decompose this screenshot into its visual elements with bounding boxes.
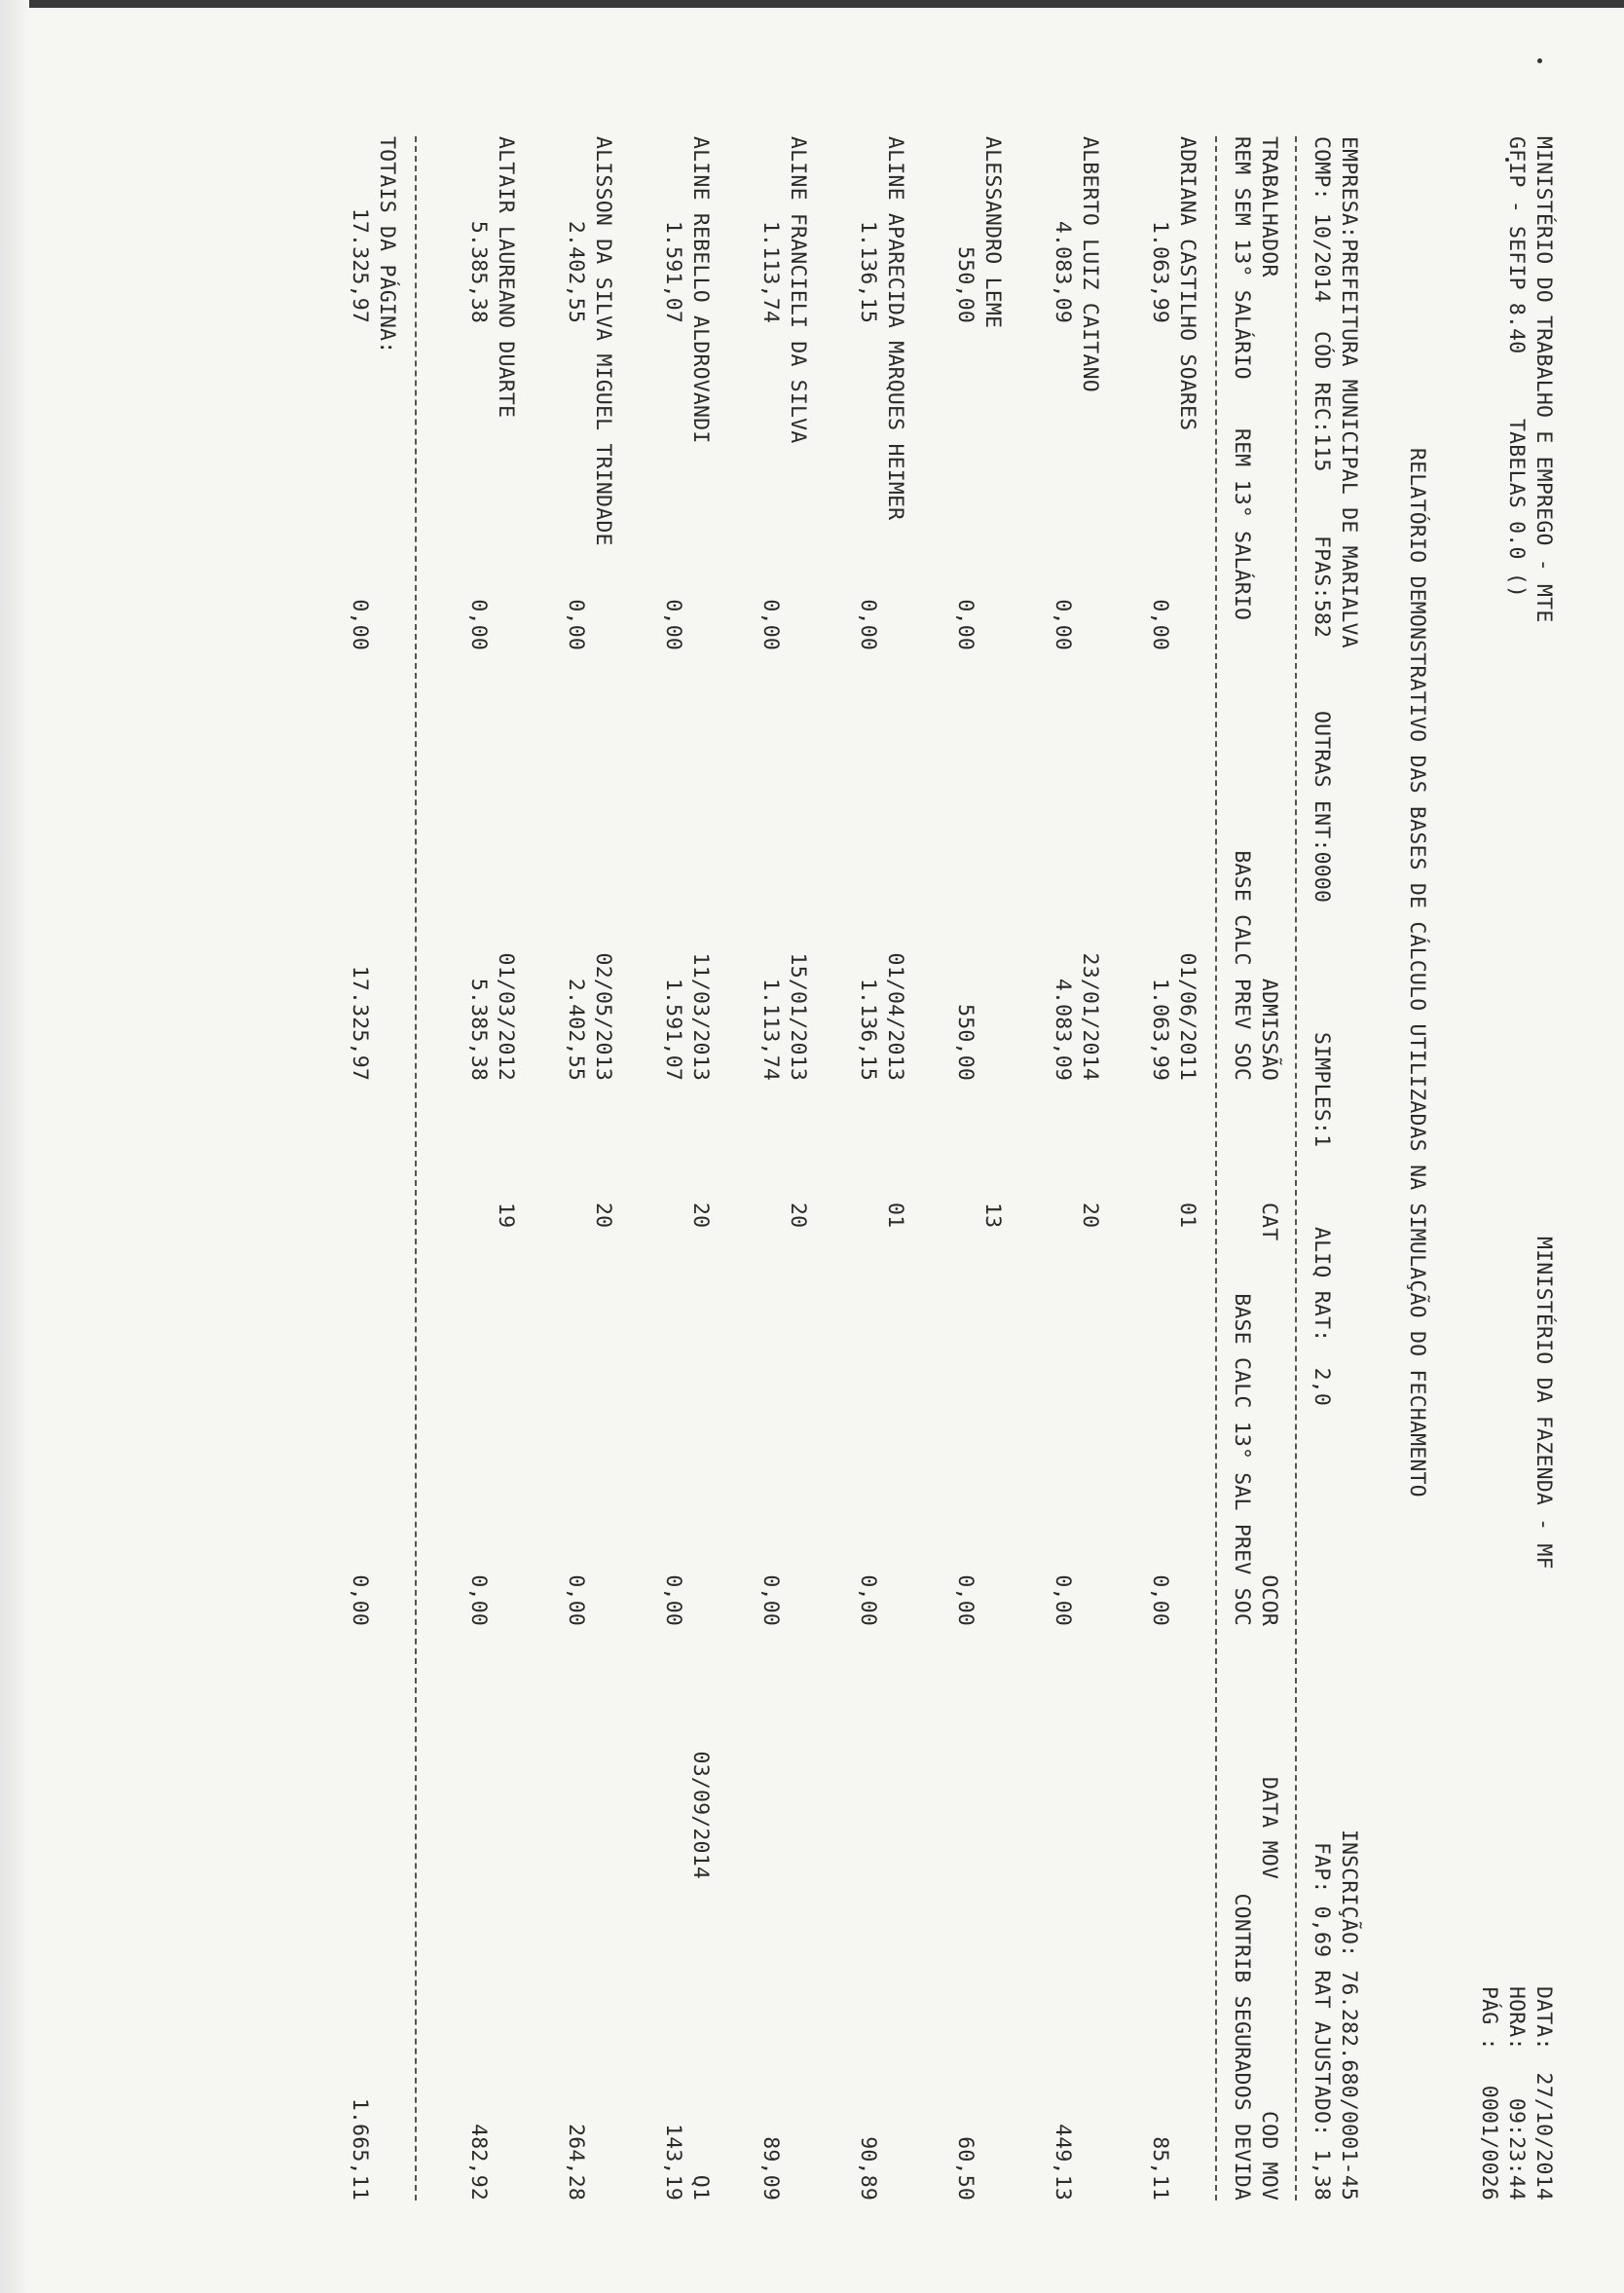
header-line-3: [1474, 136, 1503, 2201]
worker-row: [880, 136, 909, 2201]
worker-row: [588, 136, 617, 2201]
worker-base-13: 0,00: [1148, 1574, 1172, 1626]
simples: SIMPLES:1: [1310, 1032, 1334, 1148]
worker-rem-sem-13: 1.113,74: [758, 220, 783, 323]
worker-cat: 19: [494, 1202, 518, 1229]
worker-base-13: 0,00: [661, 1574, 685, 1626]
worker-rem-13: 0,00: [856, 599, 880, 650]
worker-cat: 20: [688, 1202, 713, 1229]
worker-cat: 13: [980, 1202, 1005, 1229]
worker-rem-sem-13: 1.591,07: [661, 220, 685, 323]
totals-values-line: [345, 136, 374, 2201]
worker-values-row: [853, 136, 882, 2201]
worker-cod-mov: Q1: [688, 2174, 713, 2201]
report-title-line: [1402, 136, 1431, 2201]
worker-base-13: 0,00: [758, 1574, 783, 1626]
totals-label: TOTAIS DA PÁGINA:: [375, 136, 399, 354]
worker-values-row: [463, 136, 493, 2201]
worker-row: [491, 136, 520, 2201]
separator-rule: [1215, 136, 1217, 2201]
worker-admissao: 01/04/2013: [883, 952, 907, 1081]
fpas: FPAS:582: [1310, 536, 1334, 639]
total-base-13: 0,00: [348, 1574, 372, 1626]
col-cod-mov: COD MOV: [1257, 2110, 1281, 2201]
worker-cat: 01: [1175, 1202, 1200, 1229]
worker-base-13: 0,00: [856, 1574, 880, 1626]
worker-values-row: [561, 136, 590, 2201]
worker-admissao: 01/06/2011: [1175, 952, 1200, 1081]
worker-base-prev: 1.591,07: [661, 978, 685, 1081]
worker-cat: 20: [786, 1202, 810, 1229]
separator-rule: [1295, 136, 1297, 2201]
worker-name: ALTAIR LAUREANO DUARTE: [494, 136, 518, 419]
column-header-row-1: [1254, 136, 1283, 2201]
worker-contrib: 89,09: [758, 2136, 783, 2201]
worker-values-row: [1145, 136, 1174, 2201]
worker-cat: 20: [1078, 1202, 1102, 1229]
ministry-mf: MINISTÉRIO DA FAZENDA - MF: [1532, 1237, 1556, 1570]
date-label: DATA:: [1532, 1986, 1556, 2051]
rotated-report: [331, 136, 1558, 2201]
empresa-name: EMPRESA:PREFEITURA MUNICIPAL DE MARIALVA: [1337, 136, 1361, 648]
col-contrib: CONTRIB SEGURADOS DEVIDA: [1230, 1893, 1254, 2201]
worker-rem-13: 0,00: [953, 599, 978, 650]
total-rem-sem-13: 17.325,97: [348, 207, 372, 323]
aliq-rat: ALIQ RAT: 2,0: [1310, 1227, 1334, 1407]
worker-name: ALESSANDRO LEME: [980, 136, 1005, 329]
worker-values-row: [756, 136, 785, 2201]
totals-label-line: [372, 136, 401, 2201]
scan-left-shadow: [0, 0, 29, 2293]
worker-values-row: [1048, 136, 1077, 2201]
worker-name: ADRIANA CASTILHO SOARES: [1175, 136, 1200, 431]
worker-rem-13: 0,00: [758, 599, 783, 650]
worker-values-row: [658, 136, 687, 2201]
competencia: COMP: 10/2014: [1310, 136, 1334, 303]
cod-rec: CÓD REC:115: [1310, 331, 1334, 472]
empresa-line: [1334, 136, 1363, 2201]
worker-rem-sem-13: 4.083,09: [1051, 220, 1075, 323]
tabelas-version: TABELAS 0.0 (): [1504, 419, 1529, 599]
worker-base-13: 0,00: [1051, 1574, 1075, 1626]
worker-admissao: 23/01/2014: [1078, 952, 1102, 1081]
header-line-2: [1501, 136, 1531, 2201]
inscricao: INSCRIÇÃO: 76.282.680/0001-45: [1337, 1829, 1361, 2201]
worker-name: ALISSON DA SILVA MIGUEL TRINDADE: [591, 136, 615, 546]
worker-row: [1075, 136, 1104, 2201]
comp-line: [1307, 136, 1336, 2201]
worker-base-13: 0,00: [953, 1574, 978, 1626]
worker-rem-sem-13: 1.063,99: [1148, 220, 1172, 323]
worker-admissao: 02/05/2013: [591, 952, 615, 1081]
worker-rem-13: 0,00: [1148, 599, 1172, 650]
worker-row: [685, 136, 715, 2201]
worker-base-prev: 2.402,55: [564, 978, 588, 1081]
worker-base-prev: 1.063,99: [1148, 978, 1172, 1081]
fap-rat-ajustado: FAP: 0,69 RAT AJUSTADO: 1,38: [1310, 1841, 1334, 2201]
total-rem-13: 0,00: [348, 599, 372, 650]
worker-rem-13: 0,00: [564, 599, 588, 650]
worker-name: ALBERTO LUIZ CAITANO: [1078, 136, 1102, 392]
report-time: 09:23:44: [1504, 2097, 1529, 2201]
worker-data-mov: 03/09/2014: [688, 1751, 713, 1879]
worker-base-13: 0,00: [564, 1574, 588, 1626]
worker-row: [1172, 136, 1201, 2201]
worker-base-prev: 550,00: [953, 1004, 978, 1081]
worker-row: [978, 136, 1007, 2201]
col-rem-sem-13: REM SEM 13° SALÁRIO: [1230, 136, 1254, 380]
col-base-calc-13: BASE CALC 13° SAL PREV SOC: [1230, 1293, 1254, 1626]
worker-contrib: 143,19: [661, 2124, 685, 2201]
ministry-mte: MINISTÉRIO DO TRABALHO E EMPREGO - MTE: [1532, 136, 1556, 623]
worker-admissao: 15/01/2013: [786, 952, 810, 1081]
col-admissao: ADMISSÃO: [1257, 978, 1281, 1081]
outras-ent: OUTRAS ENT:0000: [1310, 711, 1334, 904]
worker-contrib: 90,89: [856, 2136, 880, 2201]
separator-rule: [415, 136, 417, 2201]
col-data-mov: DATA MOV: [1257, 1776, 1281, 1879]
col-base-calc-prev: BASE CALC PREV SOC: [1230, 850, 1254, 1081]
worker-contrib: 449,13: [1051, 2124, 1075, 2201]
worker-admissao: 11/03/2013: [688, 952, 713, 1081]
worker-rem-13: 0,00: [1051, 599, 1075, 650]
worker-base-13: 0,00: [466, 1574, 491, 1626]
col-rem-13: REM 13° SALÁRIO: [1230, 428, 1254, 621]
worker-name: ALINE FRANCIELI DA SILVA: [786, 136, 810, 444]
sefip-version: GFIP - SEFIP 8.40: [1504, 136, 1529, 354]
worker-cat: 01: [883, 1202, 907, 1229]
worker-rem-13: 0,00: [466, 599, 491, 650]
worker-contrib: 482,92: [466, 2124, 491, 2201]
worker-rem-sem-13: 2.402,55: [564, 220, 588, 323]
scan-speck: [1537, 58, 1542, 63]
worker-values-row: [950, 136, 979, 2201]
scan-top-edge: [0, 0, 1624, 8]
time-label: HORA:: [1504, 1986, 1529, 2051]
page-label: PÁG :: [1477, 1986, 1501, 2051]
worker-rem-13: 0,00: [661, 599, 685, 650]
worker-contrib: 85,11: [1148, 2136, 1172, 2201]
col-cat: CAT: [1257, 1202, 1281, 1241]
worker-rem-sem-13: 550,00: [953, 246, 978, 323]
header-line-1: [1529, 136, 1558, 2201]
worker-rem-sem-13: 1.136,15: [856, 220, 880, 323]
worker-contrib: 264,28: [564, 2124, 588, 2201]
worker-rem-sem-13: 5.385,38: [466, 220, 491, 323]
worker-name: ALINE REBELLO ALDROVANDI: [688, 136, 713, 444]
column-header-row-2: [1227, 136, 1256, 2201]
worker-admissao: 01/03/2012: [494, 952, 518, 1081]
worker-name: ALINE APARECIDA MARQUES HEIMER: [883, 136, 907, 521]
col-ocor: OCOR: [1257, 1574, 1281, 1626]
worker-base-prev: 1.136,15: [856, 978, 880, 1081]
total-base-prev: 17.325,97: [348, 965, 372, 1081]
worker-base-prev: 1.113,74: [758, 978, 783, 1081]
worker-contrib: 60,50: [953, 2136, 978, 2201]
page-number: 0001/0026: [1477, 2085, 1501, 2201]
worker-cat: 20: [591, 1202, 615, 1229]
report-date: 27/10/2014: [1532, 2072, 1556, 2201]
worker-row: [783, 136, 812, 2201]
total-contrib: 1.665,11: [348, 2097, 372, 2201]
worker-base-prev: 5.385,38: [466, 978, 491, 1081]
worker-base-prev: 4.083,09: [1051, 978, 1075, 1081]
col-trabalhador: TRABALHADOR: [1257, 136, 1281, 277]
report-title: RELATÓRIO DEMONSTRATIVO DAS BASES DE CÁLCULO UTILIZADAS NA SIMULAÇÃO DO FECHAMENTO: [1405, 448, 1429, 1498]
